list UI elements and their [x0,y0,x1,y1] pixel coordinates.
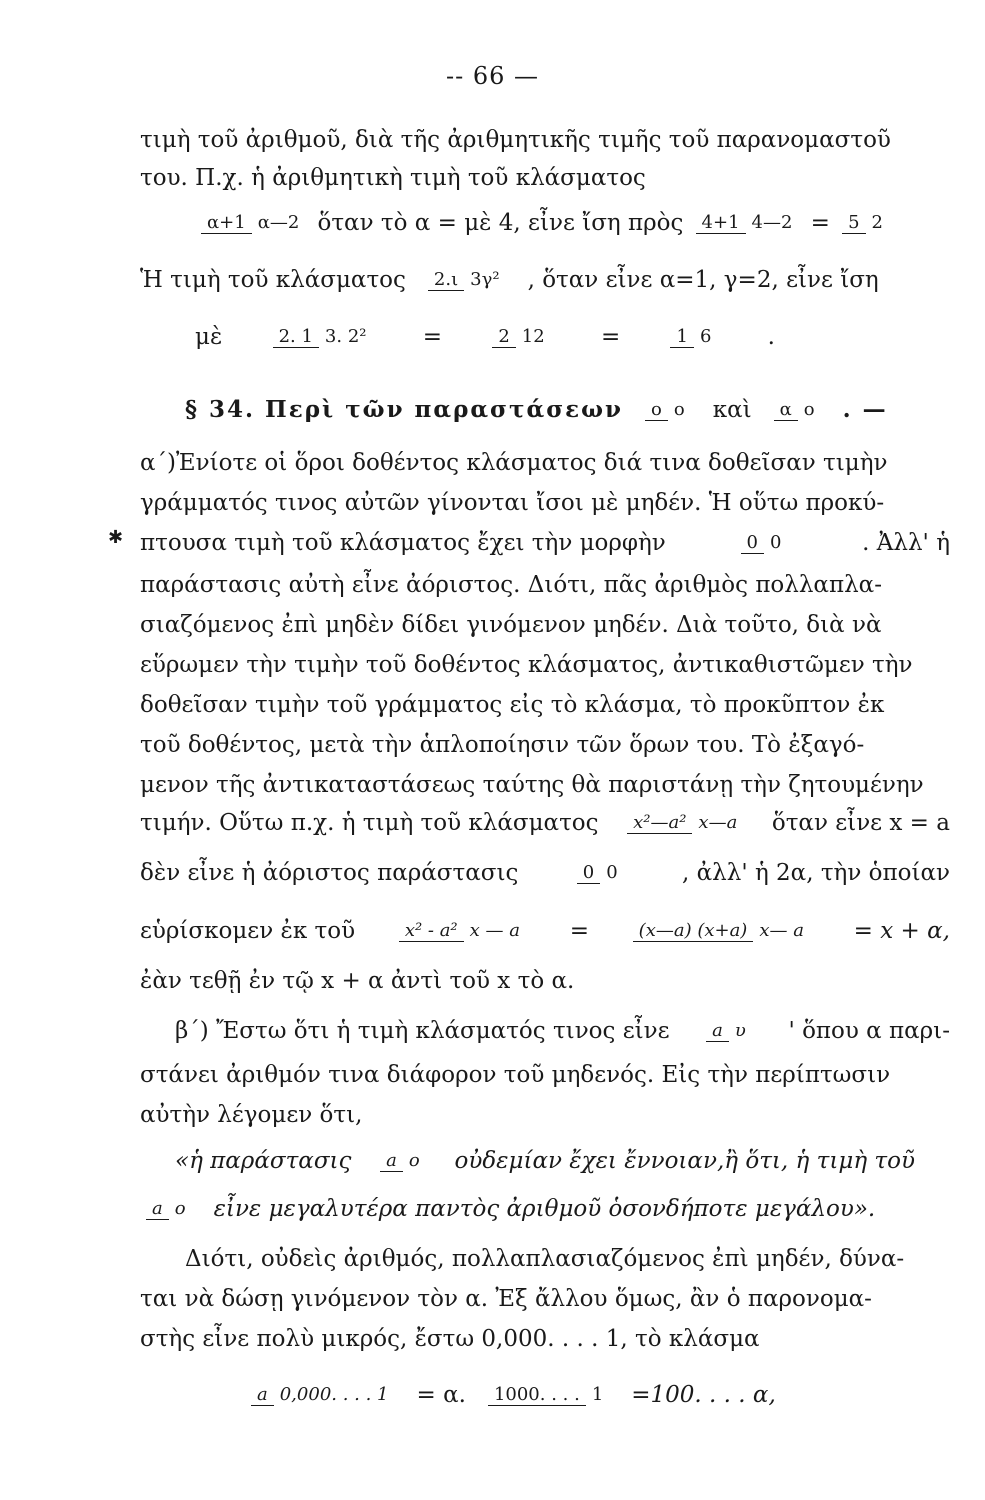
text-line-p12: εὑρίσκομεν ἐκ τοῦ x² - a² x — a = (x—a) (x+a) x— a = x + α, [140,918,950,944]
text-line-c3: στὴς εἶνε πολὺ μικρός, ἔστω 0,000. . . . 1, τὸ κλάσμα [140,1326,760,1352]
text-line-p4: παράστασις αὐτὴ εἶνε ἀόριστος. Διότι, πᾶς ἀριθμὸς πολλαπλα- [140,572,882,598]
equation-line-final: a 0,000. . . . 1 = α. 1000. . . . 1 =100. . . . α, [245,1380,865,1410]
text-line-1: τιμὴ τοῦ ἀριθμοῦ, διὰ τῆς ἀριθμητικῆς τιμῆς τοῦ παρανομαστοῦ [140,127,891,153]
text-line-p5: σιαζόμενος ἐπὶ μηδὲν δίδει γινόμενον μηδέν. Διὰ τοῦτο, διὰ νὰ [140,612,882,638]
text-line-p8: τοῦ δοθέντος, μετὰ τὴν ἁπλοποίησιν τῶν ὅρων του. Τὸ ἐξαγό- [140,732,865,758]
fraction-a-over-small: a 0,000. . . . 1 [251,1385,395,1406]
quote-line-1: «ἡ παράστασις a o οὐδεμίαν ἔχει ἔννοιαν,ἢ ὅτι, ἡ τιμὴ τοῦ [175,1148,915,1174]
fraction-4-plus-1: 4+1 4—2 [696,213,799,234]
fraction-a-u: a υ [706,1021,752,1042]
text-line-p7: δοθεῖσαν τιμὴν τοῦ γράμματος εἰς τὸ κλάσμα, τὸ προκῦπτον ἐκ [140,692,885,718]
margin-mark: ✱ [108,527,124,548]
fraction-factored: (x—a) (x+a) x— a [633,921,810,942]
fraction-1000-over-1: 1000. . . . 1 [488,1385,609,1406]
fraction-0-0-second: 0 0 [577,863,624,884]
equation-line-1 [195,208,895,238]
fraction-2-1-over-3-2sq: 2. 1 3. 2² [273,327,373,348]
fraction-o-o: ο ο [645,400,691,421]
text-line-p2: γράμματός τινος αὐτῶν γίνονται ἴσοι μὲ μηδέν. Ἡ οὕτω προκύ- [140,490,885,516]
text-line-b1: β΄) Ἔστω ὅτι ἡ τιμὴ κλάσματός τινος εἶνε a υ ' ὅπου α παρι- [175,1018,950,1044]
fraction-0-0: 0 0 [741,533,788,554]
text-line-b2: στάνει ἀριθμόν τινα διάφορον τοῦ μηδενός. Εἰς τὴν περίπτωσιν [140,1062,891,1088]
fraction-a-o-quote-2: a o [146,1199,192,1220]
section-heading: § 34. Περὶ τῶν παραστάσεων ο ο καὶ α ο . — [185,396,888,423]
page-number: -- 66 — [445,62,539,90]
fraction-a-plus-1: α+1 α—2 [201,213,305,234]
text-line-p9: μενον τῆς ἀντικαταστάσεως ταύτης θὰ παριστάνῃ τὴν ζητουμένην [140,772,924,798]
equation-text: ὅταν τὸ α = μὲ 4, εἶνε ἴση πρὸς [317,210,684,236]
equals-sign: = [810,210,830,236]
text-line-p3: πτουσα τιμὴ τοῦ κλάσματος ἔχει τὴν μορφὴν 0 0 . Ἀλλ' ἡ [140,530,950,556]
text-line-p13: ἐὰν τεθῇ ἐν τῷ x + α ἀντὶ τοῦ x τὸ α. [140,968,575,994]
fraction-2-12: 2 12 [492,327,550,348]
text-line-4: Ἡ τιμὴ τοῦ κλάσματος 2.ι 3γ² , ὅταν εἶνε α=1, γ=2, εἶνε ἴση [140,267,879,293]
fraction-2-3g2: 2.ι 3γ² [428,270,506,291]
text-line-c1: Διότι, οὐδεὶς ἀριθμός, πολλαπλασιαζόμενος ἐπὶ μηδέν, δύνα- [185,1246,905,1272]
fraction-a-o: α ο [774,400,821,421]
fraction-a-o-quote: a o [380,1151,426,1172]
text-line-b3: αὐτὴν λέγομεν ὅτι, [140,1102,363,1128]
text-line-c2: ται νὰ δώσῃ γινόμενον τὸν α. Ἐξ ἄλλου ὅμως, ἂν ὁ παρονομα- [140,1286,872,1312]
fraction-x2-a2-over-x-a: x²—a² x—a [627,813,743,834]
quote-line-2: a o εἶνε μεγαλυτέρα παντὸς ἀριθμοῦ ὁσονδήποτε μεγάλου». [140,1194,950,1224]
fraction-1-6: 1 6 [670,327,717,348]
fraction-x2-a2-second: x² - a² x — a [399,921,526,942]
fraction-5-2: 5 2 [842,213,889,234]
text-line-p10: τιμήν. Οὕτω π.χ. ἡ τιμὴ τοῦ κλάσματος x²—a² x—a ὅταν εἶνε x = a [140,810,950,836]
equation-line-2: μὲ 2. 1 3. 2² = 2 12 = 1 6 . [195,324,775,350]
text-line-2: του. Π.χ. ἡ ἀριθμητικὴ τιμὴ τοῦ κλάσματος [140,165,646,191]
text-line-p6: εὕρωμεν τὴν τιμὴν τοῦ δοθέντος κλάσματος, ἀντικαθιστῶμεν τὴν [140,652,913,678]
text-line-p11: δὲν εἶνε ἡ ἀόριστος παράστασις 0 0 , ἀλλ' ἡ 2α, τὴν ὁποίαν [140,860,950,886]
section-title: § 34. Περὶ τῶν παραστάσεων [185,396,623,423]
text-line-p1: α΄)Ἐνίοτε οἱ ὅροι δοθέντος κλάσματος διά τινα δοθεῖσαν τιμὴν [140,450,888,476]
